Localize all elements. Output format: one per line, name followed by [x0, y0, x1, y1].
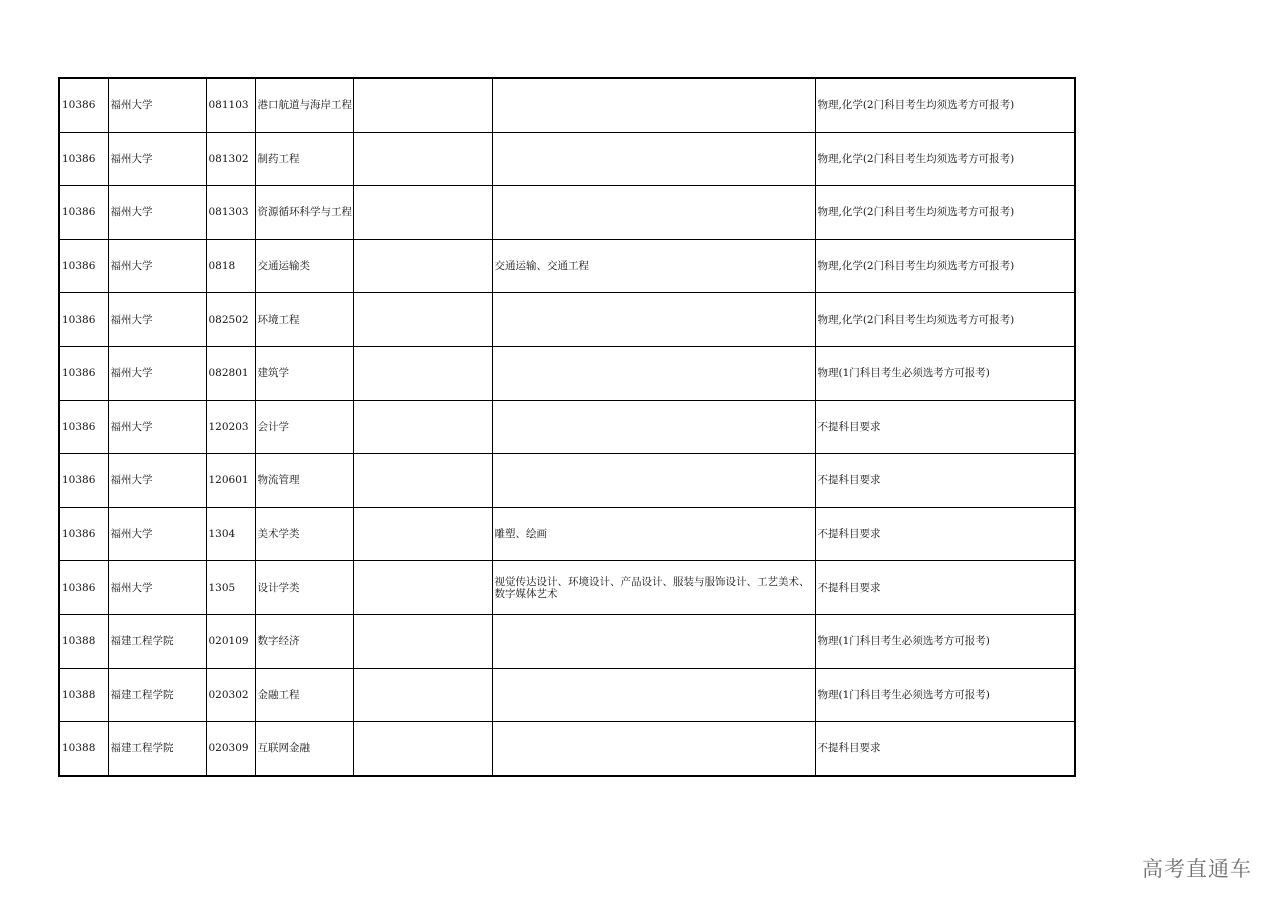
major-code-cell: 081303 [206, 186, 255, 240]
included-majors-cell [492, 132, 815, 186]
major-name-cell: 物流管理 [255, 454, 353, 508]
empty-cell [353, 614, 492, 668]
included-majors-cell [492, 346, 815, 400]
school-code-cell: 10386 [59, 346, 108, 400]
empty-cell [353, 132, 492, 186]
major-code-cell: 0818 [206, 239, 255, 293]
major-code-cell: 120601 [206, 454, 255, 508]
school-name-cell: 福建工程学院 [108, 722, 206, 776]
empty-cell [353, 668, 492, 722]
school-name-cell: 福州大学 [108, 78, 206, 132]
included-majors-cell [492, 400, 815, 454]
major-name-cell: 美术学类 [255, 507, 353, 561]
major-requirements-table [58, 77, 1076, 777]
table-row [59, 722, 1075, 776]
major-name-cell: 资源循环科学与工程 [255, 186, 353, 240]
included-majors-cell [492, 668, 815, 722]
subject-requirement-cell: 物理,化学(2门科目考生均须选考方可报考) [815, 132, 1075, 186]
school-code-cell: 10386 [59, 561, 108, 615]
empty-cell [353, 561, 492, 615]
school-name-cell: 福建工程学院 [108, 668, 206, 722]
school-code-cell: 10386 [59, 186, 108, 240]
subject-requirement-cell: 不提科目要求 [815, 722, 1075, 776]
empty-cell [353, 186, 492, 240]
school-name-cell: 福建工程学院 [108, 614, 206, 668]
included-majors-cell [492, 722, 815, 776]
school-code-cell: 10386 [59, 400, 108, 454]
major-code-cell: 020302 [206, 668, 255, 722]
included-majors-cell [492, 614, 815, 668]
major-code-cell: 082801 [206, 346, 255, 400]
school-name-cell: 福州大学 [108, 507, 206, 561]
subject-requirement-cell: 不提科目要求 [815, 507, 1075, 561]
school-name-cell: 福州大学 [108, 454, 206, 508]
major-name-cell: 设计学类 [255, 561, 353, 615]
included-majors-cell: 交通运输、交通工程 [492, 239, 815, 293]
school-name-cell: 福州大学 [108, 239, 206, 293]
empty-cell [353, 507, 492, 561]
table-row [59, 132, 1075, 186]
included-majors-cell [492, 78, 815, 132]
empty-cell [353, 78, 492, 132]
school-code-cell: 10386 [59, 507, 108, 561]
school-name-cell: 福州大学 [108, 561, 206, 615]
empty-cell [353, 293, 492, 347]
table-row [59, 346, 1075, 400]
school-name-cell: 福州大学 [108, 293, 206, 347]
school-code-cell: 10388 [59, 668, 108, 722]
subject-requirement-cell: 物理,化学(2门科目考生均须选考方可报考) [815, 293, 1075, 347]
table-row [59, 400, 1075, 454]
watermark-text: 高考直通车 [1142, 857, 1252, 881]
included-majors-cell [492, 186, 815, 240]
major-name-cell: 互联网金融 [255, 722, 353, 776]
subject-requirement-cell: 物理,化学(2门科目考生均须选考方可报考) [815, 78, 1075, 132]
subject-requirement-cell: 不提科目要求 [815, 561, 1075, 615]
subject-requirement-cell: 物理(1门科目考生必须选考方可报考) [815, 668, 1075, 722]
school-code-cell: 10386 [59, 78, 108, 132]
table-body [59, 78, 1075, 776]
school-name-cell: 福州大学 [108, 400, 206, 454]
major-name-cell: 建筑学 [255, 346, 353, 400]
empty-cell [353, 239, 492, 293]
subject-requirement-cell: 不提科目要求 [815, 454, 1075, 508]
subject-requirement-cell: 物理(1门科目考生必须选考方可报考) [815, 346, 1075, 400]
subject-requirement-cell: 物理,化学(2门科目考生均须选考方可报考) [815, 239, 1075, 293]
included-majors-cell: 雕塑、绘画 [492, 507, 815, 561]
subject-requirement-cell: 物理(1门科目考生必须选考方可报考) [815, 614, 1075, 668]
major-code-cell: 081103 [206, 78, 255, 132]
included-majors-cell [492, 293, 815, 347]
empty-cell [353, 400, 492, 454]
major-code-cell: 1305 [206, 561, 255, 615]
major-code-cell: 120203 [206, 400, 255, 454]
empty-cell [353, 454, 492, 508]
school-code-cell: 10388 [59, 722, 108, 776]
school-name-cell: 福州大学 [108, 132, 206, 186]
school-code-cell: 10386 [59, 132, 108, 186]
major-code-cell: 081302 [206, 132, 255, 186]
subject-requirement-cell: 物理,化学(2门科目考生均须选考方可报考) [815, 186, 1075, 240]
school-name-cell: 福州大学 [108, 186, 206, 240]
major-name-cell: 金融工程 [255, 668, 353, 722]
empty-cell [353, 346, 492, 400]
major-name-cell: 制药工程 [255, 132, 353, 186]
major-name-cell: 交通运输类 [255, 239, 353, 293]
table-row [59, 78, 1075, 132]
table-row [59, 293, 1075, 347]
empty-cell [353, 722, 492, 776]
included-majors-cell [492, 454, 815, 508]
major-code-cell: 020109 [206, 614, 255, 668]
table-row [59, 186, 1075, 240]
table-row [59, 507, 1075, 561]
school-code-cell: 10386 [59, 293, 108, 347]
major-code-cell: 020309 [206, 722, 255, 776]
major-name-cell: 会计学 [255, 400, 353, 454]
school-code-cell: 10386 [59, 454, 108, 508]
school-code-cell: 10388 [59, 614, 108, 668]
major-name-cell: 数字经济 [255, 614, 353, 668]
school-code-cell: 10386 [59, 239, 108, 293]
table-row [59, 561, 1075, 615]
major-code-cell: 1304 [206, 507, 255, 561]
major-code-cell: 082502 [206, 293, 255, 347]
major-name-cell: 港口航道与海岸工程 [255, 78, 353, 132]
major-name-cell: 环境工程 [255, 293, 353, 347]
included-majors-cell: 视觉传达设计、环境设计、产品设计、服装与服饰设计、工艺美术、数字媒体艺术 [492, 561, 815, 615]
table-row [59, 454, 1075, 508]
school-name-cell: 福州大学 [108, 346, 206, 400]
table-row [59, 668, 1075, 722]
table-row [59, 614, 1075, 668]
subject-requirement-cell: 不提科目要求 [815, 400, 1075, 454]
table-row [59, 239, 1075, 293]
